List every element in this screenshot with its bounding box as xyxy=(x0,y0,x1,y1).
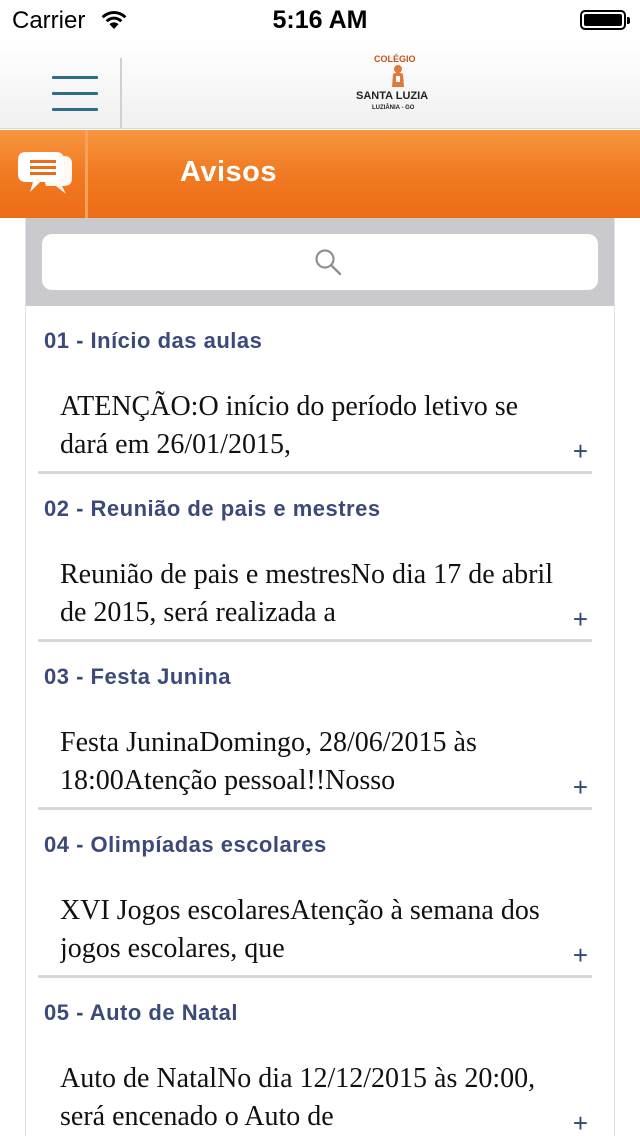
expand-plus-icon[interactable]: + xyxy=(572,772,588,802)
menu-line-icon xyxy=(52,108,98,111)
notice-body: Reunião de pais e mestresNo dia 17 de abril de 2015, será realizada a xyxy=(60,559,553,628)
notice-title: 01 - Início das aulas xyxy=(44,328,263,353)
expand-plus-icon[interactable]: + xyxy=(572,604,588,634)
list-item[interactable] xyxy=(26,306,614,474)
clock: 5:16 AM xyxy=(272,6,368,34)
menu-line-icon xyxy=(52,92,98,95)
expand-plus-icon[interactable]: + xyxy=(572,940,588,970)
notice-body: Auto de NatalNo dia 12/12/2015 às 20:00, será encenado o Auto de xyxy=(60,1063,536,1132)
list-item[interactable] xyxy=(26,474,614,642)
logo-label: COLÉGIO xyxy=(374,54,416,64)
notice-body: XVI Jogos escolaresAtenção à semana dos jogos escolares, que xyxy=(60,895,540,964)
expand-plus-icon[interactable]: + xyxy=(572,1108,588,1136)
nav-divider xyxy=(120,58,122,128)
list-item[interactable] xyxy=(26,978,614,1136)
expand-plus-icon[interactable]: + xyxy=(572,436,588,466)
hamburger-menu-button[interactable] xyxy=(48,72,104,116)
navbar xyxy=(0,40,640,129)
saint-figure-icon xyxy=(389,64,407,88)
section-icon-box xyxy=(0,130,88,218)
notice-body: ATENÇÃO:O início do período letivo se dará em 26/01/2015, xyxy=(60,391,519,460)
notice-title: 04 - Olimpíadas escolares xyxy=(44,832,327,857)
notice-title: 03 - Festa Junina xyxy=(44,664,232,689)
notice-title: 02 - Reunião de pais e mestres xyxy=(44,496,381,521)
chat-bubbles-icon xyxy=(16,148,76,200)
list-item[interactable] xyxy=(26,810,614,978)
notices-list[interactable] xyxy=(25,218,615,1136)
carrier-label: Carrier xyxy=(12,7,86,34)
section-title: Avisos xyxy=(180,156,278,188)
menu-line-icon xyxy=(52,76,98,79)
battery-icon xyxy=(580,10,626,30)
school-logo xyxy=(352,50,446,114)
notice-body: Festa JuninaDomingo, 28/06/2015 às 18:00Atenção pessoal!!Nosso xyxy=(60,727,477,796)
search-bar xyxy=(26,218,614,306)
notice-title: 05 - Auto de Natal xyxy=(44,1000,238,1025)
logo-city: LUZIÂNIA - GO xyxy=(372,105,415,111)
status-bar xyxy=(0,0,640,40)
logo-name: SANTA LUZIA xyxy=(356,90,429,102)
list-item[interactable] xyxy=(26,642,614,810)
section-header xyxy=(0,130,640,218)
search-input[interactable] xyxy=(42,234,598,290)
search-icon xyxy=(314,248,342,276)
